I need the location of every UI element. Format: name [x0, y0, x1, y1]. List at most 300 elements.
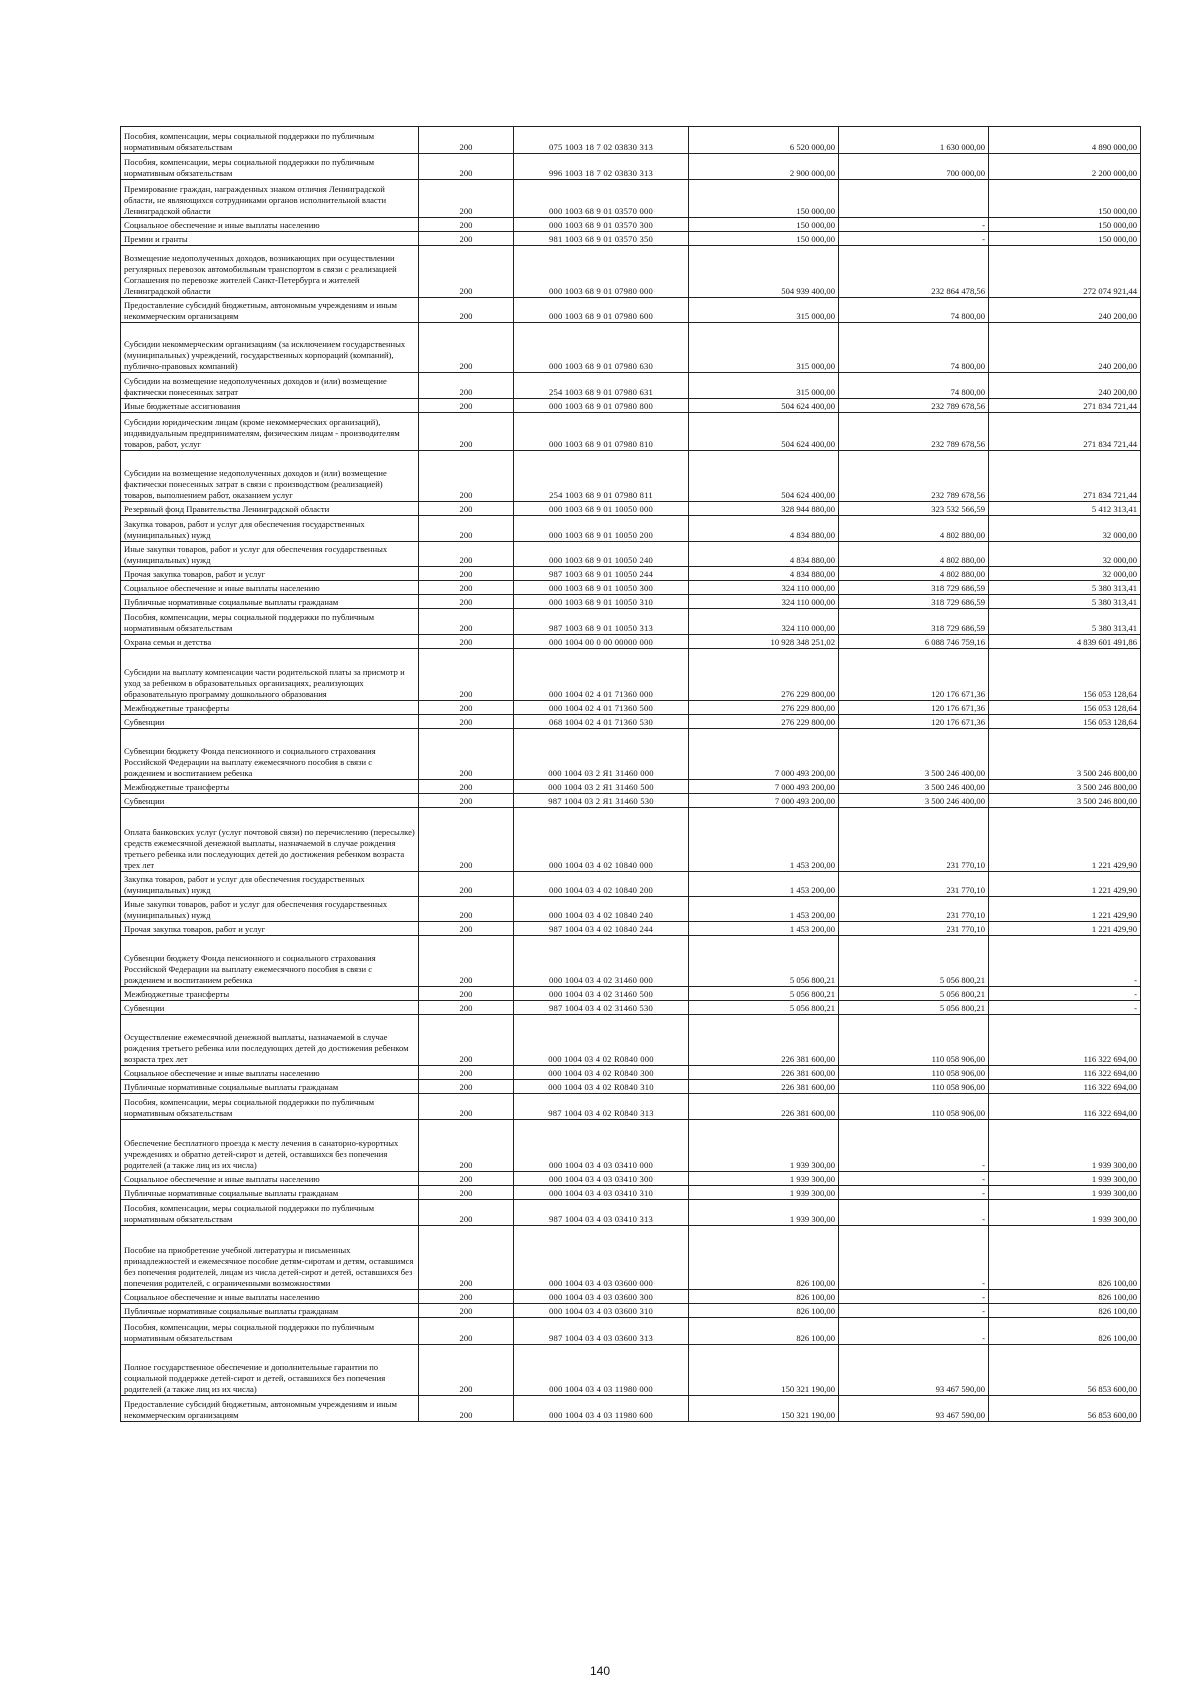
cell-unexecuted-amount: 2 200 000,00 — [989, 154, 1141, 180]
cell-line-code: 200 — [419, 1080, 514, 1094]
cell-line-code: 200 — [419, 1120, 514, 1172]
cell-approved-amount: 150 321 190,00 — [689, 1345, 839, 1396]
cell-approved-amount: 226 381 600,00 — [689, 1066, 839, 1080]
cell-item-name: Премии и гранты — [121, 232, 419, 246]
cell-item-name: Иные бюджетные ассигнования — [121, 399, 419, 413]
cell-item-name: Субсидии на возмещение недополученных доходов и (или) возмещение фактически понесенных затрат в связи с производством (реализацией) товаров, выполнением работ, оказанием услуг — [121, 451, 419, 502]
cell-unexecuted-amount: 116 322 694,00 — [989, 1094, 1141, 1120]
cell-approved-amount: 7 000 493 200,00 — [689, 794, 839, 808]
cell-item-name: Охрана семьи и детства — [121, 635, 419, 649]
table-row — [121, 987, 1141, 1001]
cell-unexecuted-amount: 1 939 300,00 — [989, 1186, 1141, 1200]
cell-line-code: 200 — [419, 649, 514, 701]
cell-budget-classification-code: 000 1003 68 9 01 10050 000 — [514, 502, 689, 516]
table-row — [121, 180, 1141, 218]
cell-unexecuted-amount: 271 834 721,44 — [989, 413, 1141, 451]
cell-budget-classification-code: 000 1003 68 9 01 07980 630 — [514, 323, 689, 373]
cell-approved-amount: 315 000,00 — [689, 373, 839, 399]
cell-executed-amount: 323 532 566,59 — [839, 502, 989, 516]
cell-unexecuted-amount: 1 939 300,00 — [989, 1200, 1141, 1226]
cell-line-code: 200 — [419, 218, 514, 232]
cell-unexecuted-amount: 3 500 246 800,00 — [989, 780, 1141, 794]
table-row — [121, 1226, 1141, 1290]
cell-approved-amount: 826 100,00 — [689, 1226, 839, 1290]
cell-unexecuted-amount: 272 074 921,44 — [989, 246, 1141, 298]
cell-budget-classification-code: 000 1003 68 9 01 07980 810 — [514, 413, 689, 451]
cell-budget-classification-code: 987 1003 68 9 01 10050 313 — [514, 609, 689, 635]
table-row — [121, 218, 1141, 232]
cell-unexecuted-amount: 116 322 694,00 — [989, 1066, 1141, 1080]
cell-approved-amount: 5 056 800,21 — [689, 936, 839, 987]
table-row — [121, 715, 1141, 729]
cell-item-name: Публичные нормативные социальные выплаты гражданам — [121, 595, 419, 609]
cell-approved-amount: 328 944 880,00 — [689, 502, 839, 516]
cell-unexecuted-amount: 56 853 600,00 — [989, 1396, 1141, 1422]
cell-budget-classification-code: 987 1004 03 4 03 03410 313 — [514, 1200, 689, 1226]
cell-approved-amount: 5 056 800,21 — [689, 1001, 839, 1015]
table-body — [121, 127, 1141, 1422]
cell-approved-amount: 150 321 190,00 — [689, 1396, 839, 1422]
cell-executed-amount: - — [839, 218, 989, 232]
cell-approved-amount: 4 834 880,00 — [689, 567, 839, 581]
cell-executed-amount: 93 467 590,00 — [839, 1396, 989, 1422]
cell-unexecuted-amount: 1 221 429,90 — [989, 897, 1141, 922]
cell-line-code: 200 — [419, 567, 514, 581]
cell-item-name: Публичные нормативные социальные выплаты гражданам — [121, 1304, 419, 1318]
table-row — [121, 922, 1141, 936]
cell-budget-classification-code: 000 1003 68 9 01 10050 240 — [514, 542, 689, 567]
cell-item-name: Субвенции — [121, 1001, 419, 1015]
cell-line-code: 200 — [419, 323, 514, 373]
cell-budget-classification-code: 000 1003 68 9 01 03570 300 — [514, 218, 689, 232]
cell-executed-amount: - — [839, 1318, 989, 1345]
cell-approved-amount: 1 939 300,00 — [689, 1186, 839, 1200]
table-row — [121, 701, 1141, 715]
cell-executed-amount: 120 176 671,36 — [839, 649, 989, 701]
table-row — [121, 794, 1141, 808]
cell-executed-amount: 110 058 906,00 — [839, 1066, 989, 1080]
table-row — [121, 1080, 1141, 1094]
cell-line-code: 200 — [419, 729, 514, 780]
cell-budget-classification-code: 987 1004 03 4 02 31460 530 — [514, 1001, 689, 1015]
table-row — [121, 323, 1141, 373]
cell-item-name: Пособие на приобретение учебной литературы и письменных принадлежностей и ежемесячное пособие детям-сиротам и детям, оставшимся без попечения родителей, лицам из числа детей-сирот и детей, оставшихся без попечения родителей, с ограниченными возможностями — [121, 1226, 419, 1290]
cell-item-name: Субвенции бюджету Фонда пенсионного и социального страхования Российской Федерации на выплату ежемесячного пособия в связи с рождением и воспитанием ребенка — [121, 936, 419, 987]
cell-budget-classification-code: 000 1004 03 4 02 R0840 310 — [514, 1080, 689, 1094]
table-row — [121, 373, 1141, 399]
table-row — [121, 232, 1141, 246]
table-row — [121, 1345, 1141, 1396]
cell-approved-amount: 5 056 800,21 — [689, 987, 839, 1001]
cell-item-name: Резервный фонд Правительства Ленинградской области — [121, 502, 419, 516]
cell-item-name: Пособия, компенсации, меры социальной поддержки по публичным нормативным обязательствам — [121, 609, 419, 635]
budget-execution-table — [120, 126, 1141, 1422]
cell-item-name: Межбюджетные трансферты — [121, 701, 419, 715]
cell-line-code: 200 — [419, 1094, 514, 1120]
cell-executed-amount: 700 000,00 — [839, 154, 989, 180]
cell-unexecuted-amount: 240 200,00 — [989, 373, 1141, 399]
cell-budget-classification-code: 000 1004 03 4 02 R0840 000 — [514, 1015, 689, 1066]
cell-line-code: 200 — [419, 808, 514, 872]
cell-item-name: Субвенции бюджету Фонда пенсионного и социального страхования Российской Федерации на выплату ежемесячного пособия в связи с рождением и воспитанием ребенка — [121, 729, 419, 780]
cell-executed-amount: 120 176 671,36 — [839, 701, 989, 715]
table-row — [121, 635, 1141, 649]
cell-item-name: Иные закупки товаров, работ и услуг для обеспечения государственных (муниципальных) нужд — [121, 542, 419, 567]
cell-budget-classification-code: 000 1003 68 9 01 07980 600 — [514, 298, 689, 323]
cell-executed-amount: 120 176 671,36 — [839, 715, 989, 729]
cell-approved-amount: 150 000,00 — [689, 180, 839, 218]
cell-executed-amount: 74 800,00 — [839, 373, 989, 399]
cell-budget-classification-code: 000 1003 68 9 01 10050 300 — [514, 581, 689, 595]
cell-executed-amount: 231 770,10 — [839, 872, 989, 897]
cell-approved-amount: 276 229 800,00 — [689, 649, 839, 701]
cell-item-name: Субсидии юридическим лицам (кроме некоммерческих организаций), индивидуальным предпринимателям, физическим лицам - производителям товаров, работ, услуг — [121, 413, 419, 451]
cell-line-code: 200 — [419, 1396, 514, 1422]
cell-unexecuted-amount: 826 100,00 — [989, 1290, 1141, 1304]
table-row — [121, 1318, 1141, 1345]
cell-budget-classification-code: 000 1003 68 9 01 10050 310 — [514, 595, 689, 609]
table-row — [121, 595, 1141, 609]
cell-line-code: 200 — [419, 180, 514, 218]
cell-budget-classification-code: 000 1004 03 4 03 11980 600 — [514, 1396, 689, 1422]
cell-executed-amount: - — [839, 1304, 989, 1318]
cell-approved-amount: 504 624 400,00 — [689, 413, 839, 451]
cell-executed-amount: 5 056 800,21 — [839, 1001, 989, 1015]
cell-item-name: Прочая закупка товаров, работ и услуг — [121, 922, 419, 936]
cell-line-code: 200 — [419, 298, 514, 323]
table-row — [121, 808, 1141, 872]
cell-line-code: 200 — [419, 246, 514, 298]
cell-item-name: Социальное обеспечение и иные выплаты населению — [121, 218, 419, 232]
cell-line-code: 200 — [419, 581, 514, 595]
cell-item-name: Предоставление субсидий бюджетным, автономным учреждениям и иным некоммерческим организациям — [121, 298, 419, 323]
cell-item-name: Субвенции — [121, 715, 419, 729]
cell-item-name: Субвенции — [121, 794, 419, 808]
cell-executed-amount: - — [839, 1186, 989, 1200]
page-number: 140 — [589, 1664, 611, 1678]
cell-budget-classification-code: 987 1004 03 2 Я1 31460 530 — [514, 794, 689, 808]
table-row — [121, 413, 1141, 451]
cell-item-name: Возмещение недополученных доходов, возникающих при осуществлении регулярных перевозок автомобильным транспортом в связи с реализацией Соглашения по перевозке жителей Санкт-Петербурга и жителей Ленинградской области — [121, 246, 419, 298]
cell-approved-amount: 7 000 493 200,00 — [689, 729, 839, 780]
cell-item-name: Социальное обеспечение и иные выплаты населению — [121, 1290, 419, 1304]
cell-line-code: 200 — [419, 780, 514, 794]
cell-approved-amount: 826 100,00 — [689, 1304, 839, 1318]
cell-approved-amount: 4 834 880,00 — [689, 516, 839, 542]
cell-item-name: Пособия, компенсации, меры социальной поддержки по публичным нормативным обязательствам — [121, 1094, 419, 1120]
cell-line-code: 200 — [419, 922, 514, 936]
table-row — [121, 649, 1141, 701]
table-row — [121, 1290, 1141, 1304]
cell-unexecuted-amount: - — [989, 936, 1141, 987]
cell-item-name: Предоставление субсидий бюджетным, автономным учреждениям и иным некоммерческим организациям — [121, 1396, 419, 1422]
table-row — [121, 1015, 1141, 1066]
cell-executed-amount — [839, 180, 989, 218]
cell-budget-classification-code: 981 1003 68 9 01 03570 350 — [514, 232, 689, 246]
cell-approved-amount: 10 928 348 251,02 — [689, 635, 839, 649]
cell-executed-amount: 231 770,10 — [839, 922, 989, 936]
cell-approved-amount: 1 453 200,00 — [689, 872, 839, 897]
cell-approved-amount: 1 939 300,00 — [689, 1120, 839, 1172]
table-row — [121, 1001, 1141, 1015]
cell-approved-amount: 826 100,00 — [689, 1290, 839, 1304]
cell-unexecuted-amount: 1 221 429,90 — [989, 808, 1141, 872]
cell-unexecuted-amount: 56 853 600,00 — [989, 1345, 1141, 1396]
cell-unexecuted-amount: 3 500 246 800,00 — [989, 794, 1141, 808]
cell-line-code: 200 — [419, 502, 514, 516]
cell-unexecuted-amount: 4 890 000,00 — [989, 127, 1141, 154]
table-row — [121, 872, 1141, 897]
cell-budget-classification-code: 000 1003 68 9 01 03570 000 — [514, 180, 689, 218]
cell-executed-amount: 1 630 000,00 — [839, 127, 989, 154]
cell-executed-amount: - — [839, 1172, 989, 1186]
cell-line-code: 200 — [419, 232, 514, 246]
cell-unexecuted-amount: 32 000,00 — [989, 567, 1141, 581]
table-row — [121, 127, 1141, 154]
cell-executed-amount: 5 056 800,21 — [839, 936, 989, 987]
cell-executed-amount: 5 056 800,21 — [839, 987, 989, 1001]
cell-unexecuted-amount: 1 939 300,00 — [989, 1172, 1141, 1186]
cell-unexecuted-amount: - — [989, 987, 1141, 1001]
table-row — [121, 1396, 1141, 1422]
cell-line-code: 200 — [419, 1318, 514, 1345]
table-row — [121, 1120, 1141, 1172]
cell-item-name: Иные закупки товаров, работ и услуг для обеспечения государственных (муниципальных) нужд — [121, 897, 419, 922]
cell-executed-amount: 74 800,00 — [839, 323, 989, 373]
cell-budget-classification-code: 000 1004 03 4 02 10840 240 — [514, 897, 689, 922]
table-row — [121, 1186, 1141, 1200]
cell-item-name: Социальное обеспечение и иные выплаты населению — [121, 581, 419, 595]
cell-budget-classification-code: 000 1004 03 4 03 03410 300 — [514, 1172, 689, 1186]
cell-approved-amount: 324 110 000,00 — [689, 595, 839, 609]
cell-line-code: 200 — [419, 595, 514, 609]
cell-budget-classification-code: 000 1004 03 4 03 03410 000 — [514, 1120, 689, 1172]
cell-budget-classification-code: 000 1004 00 0 00 00000 000 — [514, 635, 689, 649]
cell-unexecuted-amount: 116 322 694,00 — [989, 1015, 1141, 1066]
cell-budget-classification-code: 000 1004 03 4 02 31460 500 — [514, 987, 689, 1001]
cell-item-name: Субсидии некоммерческим организациям (за исключением государственных (муниципальных) учреждений, государственных корпораций (компаний), публично-правовых компаний) — [121, 323, 419, 373]
cell-approved-amount: 6 520 000,00 — [689, 127, 839, 154]
cell-approved-amount: 324 110 000,00 — [689, 609, 839, 635]
cell-line-code: 200 — [419, 897, 514, 922]
cell-executed-amount: 110 058 906,00 — [839, 1094, 989, 1120]
cell-line-code: 200 — [419, 399, 514, 413]
cell-executed-amount: 318 729 686,59 — [839, 609, 989, 635]
cell-approved-amount: 324 110 000,00 — [689, 581, 839, 595]
cell-item-name: Пособия, компенсации, меры социальной поддержки по публичным нормативным обязательствам — [121, 154, 419, 180]
cell-budget-classification-code: 000 1004 02 4 01 71360 500 — [514, 701, 689, 715]
cell-budget-classification-code: 987 1004 03 4 02 R0840 313 — [514, 1094, 689, 1120]
table-row — [121, 399, 1141, 413]
cell-executed-amount: - — [839, 1200, 989, 1226]
cell-executed-amount: 231 770,10 — [839, 808, 989, 872]
cell-line-code: 200 — [419, 1200, 514, 1226]
cell-approved-amount: 1 453 200,00 — [689, 808, 839, 872]
cell-unexecuted-amount: 116 322 694,00 — [989, 1080, 1141, 1094]
cell-executed-amount: 4 802 880,00 — [839, 542, 989, 567]
cell-executed-amount: 232 789 678,56 — [839, 399, 989, 413]
cell-unexecuted-amount: 3 500 246 800,00 — [989, 729, 1141, 780]
cell-budget-classification-code: 000 1004 03 4 03 03410 310 — [514, 1186, 689, 1200]
cell-budget-classification-code: 000 1004 03 4 03 03600 000 — [514, 1226, 689, 1290]
table-row — [121, 542, 1141, 567]
cell-approved-amount: 150 000,00 — [689, 218, 839, 232]
cell-line-code: 200 — [419, 542, 514, 567]
cell-unexecuted-amount: 5 380 313,41 — [989, 581, 1141, 595]
cell-item-name: Социальное обеспечение и иные выплаты населению — [121, 1172, 419, 1186]
cell-line-code: 200 — [419, 1066, 514, 1080]
cell-unexecuted-amount: 826 100,00 — [989, 1304, 1141, 1318]
cell-executed-amount: 6 088 746 759,16 — [839, 635, 989, 649]
cell-item-name: Оплата банковских услуг (услуг почтовой связи) по перечислению (пересылке) средств ежемесячной денежной выплаты, назначаемой в случае рождения третьего ребенка или последующих детей до достижения ребенком возраста трех лет — [121, 808, 419, 872]
cell-line-code: 200 — [419, 1015, 514, 1066]
cell-unexecuted-amount: 271 834 721,44 — [989, 399, 1141, 413]
cell-executed-amount: 318 729 686,59 — [839, 595, 989, 609]
cell-unexecuted-amount: 5 380 313,41 — [989, 595, 1141, 609]
cell-unexecuted-amount: 240 200,00 — [989, 298, 1141, 323]
cell-line-code: 200 — [419, 1172, 514, 1186]
cell-line-code: 200 — [419, 794, 514, 808]
cell-approved-amount: 315 000,00 — [689, 298, 839, 323]
cell-line-code: 200 — [419, 1226, 514, 1290]
cell-unexecuted-amount: 1 221 429,90 — [989, 922, 1141, 936]
cell-line-code: 200 — [419, 715, 514, 729]
cell-unexecuted-amount: 150 000,00 — [989, 180, 1141, 218]
table-row — [121, 936, 1141, 987]
cell-line-code: 200 — [419, 609, 514, 635]
cell-item-name: Пособия, компенсации, меры социальной поддержки по публичным нормативным обязательствам — [121, 1318, 419, 1345]
cell-executed-amount: - — [839, 232, 989, 246]
cell-unexecuted-amount: - — [989, 1001, 1141, 1015]
table-row — [121, 516, 1141, 542]
cell-budget-classification-code: 000 1003 68 9 01 07980 800 — [514, 399, 689, 413]
cell-item-name: Межбюджетные трансферты — [121, 987, 419, 1001]
cell-item-name: Публичные нормативные социальные выплаты гражданам — [121, 1186, 419, 1200]
cell-unexecuted-amount: 826 100,00 — [989, 1226, 1141, 1290]
cell-approved-amount: 4 834 880,00 — [689, 542, 839, 567]
cell-item-name: Обеспечение бесплатного проезда к месту лечения в санаторно-курортных учреждениях и обратно детей-сирот и детей, оставшихся без попечения родителей (а также лиц из их числа) — [121, 1120, 419, 1172]
cell-executed-amount: 3 500 246 400,00 — [839, 729, 989, 780]
cell-executed-amount: 232 864 478,56 — [839, 246, 989, 298]
cell-executed-amount: - — [839, 1120, 989, 1172]
cell-approved-amount: 2 900 000,00 — [689, 154, 839, 180]
cell-unexecuted-amount: 150 000,00 — [989, 218, 1141, 232]
cell-item-name: Осуществление ежемесячной денежной выплаты, назначаемой в случае рождения третьего ребенка или последующих детей до достижения ребенком возраста трех лет — [121, 1015, 419, 1066]
cell-budget-classification-code: 987 1003 68 9 01 10050 244 — [514, 567, 689, 581]
cell-line-code: 200 — [419, 154, 514, 180]
table-row — [121, 246, 1141, 298]
cell-line-code: 200 — [419, 987, 514, 1001]
cell-line-code: 200 — [419, 413, 514, 451]
cell-budget-classification-code: 000 1004 03 4 03 03600 300 — [514, 1290, 689, 1304]
cell-budget-classification-code: 000 1003 68 9 01 07980 000 — [514, 246, 689, 298]
cell-budget-classification-code: 000 1003 68 9 01 10050 200 — [514, 516, 689, 542]
cell-executed-amount: 3 500 246 400,00 — [839, 780, 989, 794]
cell-unexecuted-amount: 150 000,00 — [989, 232, 1141, 246]
cell-unexecuted-amount: 5 412 313,41 — [989, 502, 1141, 516]
cell-approved-amount: 226 381 600,00 — [689, 1080, 839, 1094]
cell-executed-amount: 110 058 906,00 — [839, 1080, 989, 1094]
cell-budget-classification-code: 000 1004 03 4 02 10840 000 — [514, 808, 689, 872]
cell-budget-classification-code: 000 1004 03 2 Я1 31460 000 — [514, 729, 689, 780]
cell-budget-classification-code: 254 1003 68 9 01 07980 811 — [514, 451, 689, 502]
cell-approved-amount: 826 100,00 — [689, 1318, 839, 1345]
cell-approved-amount: 1 453 200,00 — [689, 897, 839, 922]
cell-item-name: Социальное обеспечение и иные выплаты населению — [121, 1066, 419, 1080]
cell-approved-amount: 276 229 800,00 — [689, 701, 839, 715]
cell-approved-amount: 504 624 400,00 — [689, 451, 839, 502]
cell-item-name: Субсидии на выплату компенсации части родительской платы за присмотр и уход за ребенком в образовательных организациях, реализующих образовательную программу дошкольного образования — [121, 649, 419, 701]
cell-line-code: 200 — [419, 635, 514, 649]
cell-unexecuted-amount: 32 000,00 — [989, 542, 1141, 567]
cell-budget-classification-code: 987 1004 03 4 03 03600 313 — [514, 1318, 689, 1345]
cell-budget-classification-code: 996 1003 18 7 02 03830 313 — [514, 154, 689, 180]
cell-budget-classification-code: 000 1004 03 4 02 10840 200 — [514, 872, 689, 897]
cell-approved-amount: 7 000 493 200,00 — [689, 780, 839, 794]
cell-executed-amount: 74 800,00 — [839, 298, 989, 323]
table-row — [121, 502, 1141, 516]
cell-line-code: 200 — [419, 1290, 514, 1304]
cell-executed-amount: 232 789 678,56 — [839, 413, 989, 451]
cell-item-name: Межбюджетные трансферты — [121, 780, 419, 794]
table-row — [121, 567, 1141, 581]
table-row — [121, 581, 1141, 595]
table-row — [121, 1172, 1141, 1186]
cell-unexecuted-amount: 826 100,00 — [989, 1318, 1141, 1345]
cell-executed-amount: 93 467 590,00 — [839, 1345, 989, 1396]
cell-unexecuted-amount: 1 939 300,00 — [989, 1120, 1141, 1172]
table-row — [121, 897, 1141, 922]
cell-line-code: 200 — [419, 373, 514, 399]
cell-budget-classification-code: 000 1004 02 4 01 71360 000 — [514, 649, 689, 701]
cell-item-name: Полное государственное обеспечение и дополнительные гарантии по социальной поддержке детей-сирот и детей, оставшихся без попечения родителей (а также лиц из их числа) — [121, 1345, 419, 1396]
cell-budget-classification-code: 075 1003 18 7 02 03830 313 — [514, 127, 689, 154]
cell-approved-amount: 1 453 200,00 — [689, 922, 839, 936]
cell-executed-amount: 232 789 678,56 — [839, 451, 989, 502]
cell-approved-amount: 150 000,00 — [689, 232, 839, 246]
cell-budget-classification-code: 000 1004 03 4 03 11980 000 — [514, 1345, 689, 1396]
cell-executed-amount: - — [839, 1290, 989, 1304]
cell-item-name: Закупка товаров, работ и услуг для обеспечения государственных (муниципальных) нужд — [121, 516, 419, 542]
cell-item-name: Публичные нормативные социальные выплаты гражданам — [121, 1080, 419, 1094]
cell-line-code: 200 — [419, 872, 514, 897]
cell-budget-classification-code: 068 1004 02 4 01 71360 530 — [514, 715, 689, 729]
table-row — [121, 451, 1141, 502]
cell-executed-amount: 4 802 880,00 — [839, 516, 989, 542]
table-row — [121, 154, 1141, 180]
cell-approved-amount: 226 381 600,00 — [689, 1015, 839, 1066]
table-row — [121, 1200, 1141, 1226]
cell-line-code: 200 — [419, 701, 514, 715]
cell-line-code: 200 — [419, 451, 514, 502]
cell-line-code: 200 — [419, 936, 514, 987]
cell-executed-amount: 318 729 686,59 — [839, 581, 989, 595]
table-row — [121, 298, 1141, 323]
cell-executed-amount: 110 058 906,00 — [839, 1015, 989, 1066]
cell-unexecuted-amount: 156 053 128,64 — [989, 701, 1141, 715]
cell-unexecuted-amount: 271 834 721,44 — [989, 451, 1141, 502]
cell-budget-classification-code: 254 1003 68 9 01 07980 631 — [514, 373, 689, 399]
cell-executed-amount: 3 500 246 400,00 — [839, 794, 989, 808]
cell-item-name: Премирование граждан, награжденных знаком отличия Ленинградской области, не являющихся сотрудниками органов исполнительной власти Ленинградской области — [121, 180, 419, 218]
cell-unexecuted-amount: 1 221 429,90 — [989, 872, 1141, 897]
cell-approved-amount: 315 000,00 — [689, 323, 839, 373]
cell-budget-classification-code: 987 1004 03 4 02 10840 244 — [514, 922, 689, 936]
cell-item-name: Пособия, компенсации, меры социальной поддержки по публичным нормативным обязательствам — [121, 127, 419, 154]
table-row — [121, 1066, 1141, 1080]
cell-approved-amount: 276 229 800,00 — [689, 715, 839, 729]
cell-unexecuted-amount: 4 839 601 491,86 — [989, 635, 1141, 649]
